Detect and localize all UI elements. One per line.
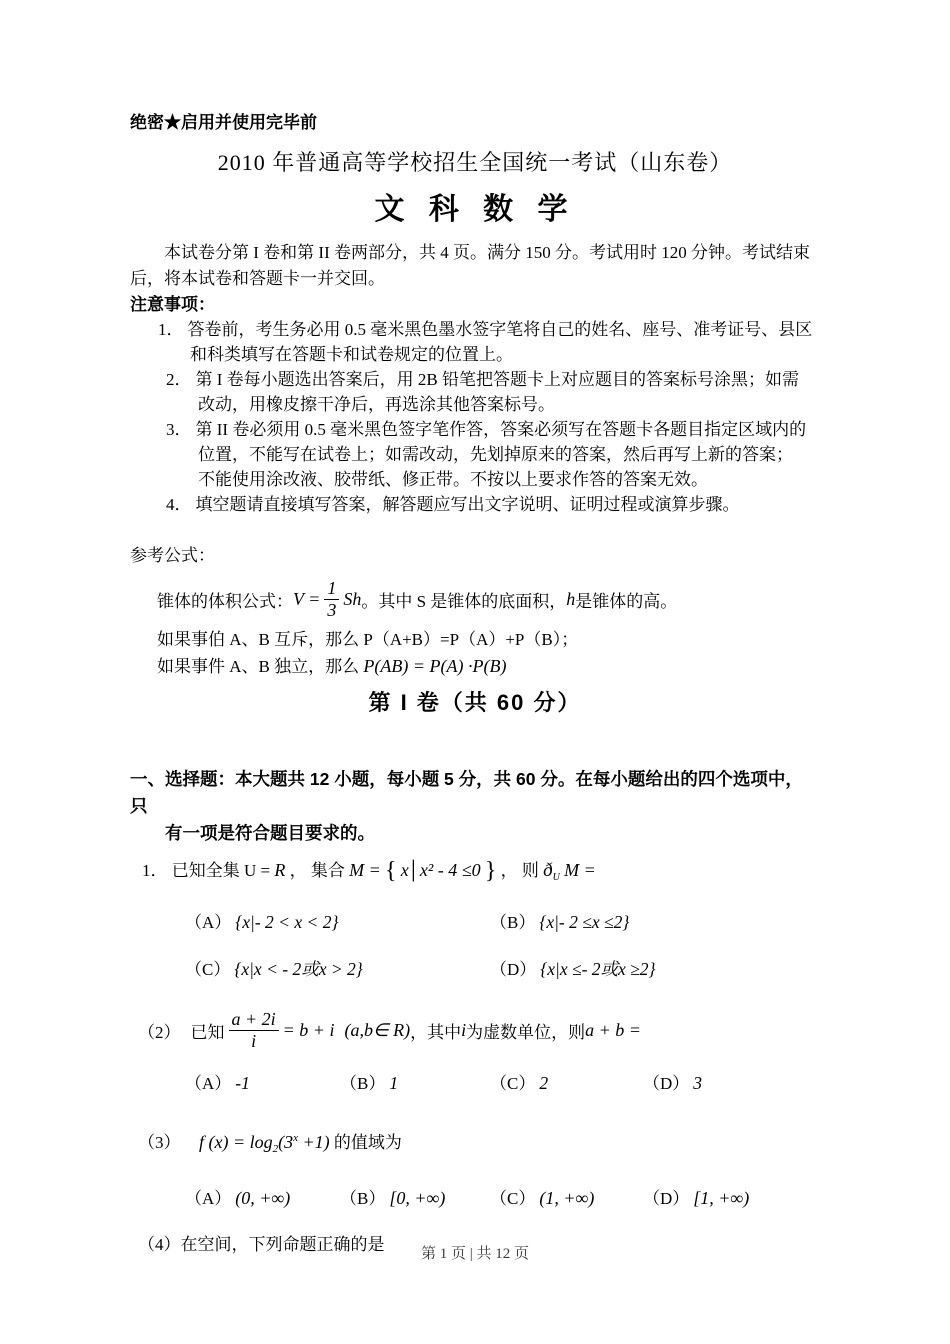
intro-line-1: 本试卷分第 I 卷和第 II 卷两部分，共 4 页。满分 150 分。考试用时 120 分钟。考试结束: [164, 243, 810, 262]
option-label: （B）: [340, 1074, 386, 1093]
question-text: ，其中: [410, 1022, 462, 1042]
notice-line: 和科类填写在答题卡和试卷规定的位置上。: [190, 345, 513, 364]
log-base-subscript: 2: [272, 1143, 279, 1155]
mutex-formula-line: 如果事伯 A、B 互斥，那么 P（A+B）=P（A）+P（B）；: [157, 630, 579, 649]
option-value: 3: [693, 1073, 703, 1093]
question-text: ， 则: [500, 861, 539, 880]
option-d: [643, 1069, 702, 1098]
notice-item-4: [130, 492, 820, 517]
option-value: 2: [539, 1073, 549, 1093]
notice-line: [166, 367, 820, 392]
notice-text: 填空题请直接填写答案，解答题应写出文字说明、证明过程或演算步骤。: [195, 495, 740, 514]
option-b: [490, 899, 629, 946]
part1-title: 第 I 卷（共 60 分）: [368, 690, 582, 715]
question-math: M =: [349, 860, 381, 880]
option-c: [490, 1069, 548, 1098]
question-math: f (x) = log: [199, 1132, 273, 1152]
question-number: 1．: [142, 861, 168, 880]
formula-math: P(AB) = P(A) ·P(B): [363, 656, 507, 676]
notice-text: 第 II 卷必须用 0.5 毫米黑色签字笔作答，答案必须写在答题卡各题目指定区域内的: [195, 420, 807, 439]
option-c: [490, 1180, 594, 1217]
option-value: [1, +∞): [693, 1188, 750, 1208]
intro-paragraph: [130, 240, 820, 292]
exam-title: 2010 年普通高等学校招生全国统一考试（山东卷）: [217, 150, 733, 175]
question-number: （3）: [138, 1133, 181, 1152]
question-math: +1): [298, 1132, 330, 1152]
independence-formula-line: [130, 653, 820, 680]
formula-text: 是锥体的高。: [575, 591, 678, 611]
formula-text: 。其中 S 是锥体的底面积，: [361, 591, 567, 611]
notice-line: 改动，用橡皮擦干净后，再选涂其他答案标号。: [198, 395, 555, 414]
formula-text: 如果事件 A、B 独立，那么: [157, 657, 360, 676]
option-value: -1: [235, 1073, 250, 1093]
instructions-line-1: 一、选择题：本大题共 12 小题，每小题 5 分，共 60 分。在每小题给出的四个选项中，只: [130, 769, 803, 816]
question-math: U =: [244, 861, 271, 880]
option-a: [185, 1180, 290, 1217]
set-expression: x│x² - 4 ≤0: [400, 860, 481, 880]
option-label: （A）: [185, 913, 232, 932]
multiple-choice-instructions: [130, 766, 820, 847]
option-value: (1, +∞): [539, 1188, 595, 1208]
notice-number: 3．: [166, 420, 192, 439]
question-math: i: [461, 1019, 467, 1040]
classification-marker: 绝密★启用并使用完毕前: [130, 113, 317, 132]
q2-options-row: [130, 1069, 820, 1097]
notice-line: 不能使用涂改液、胶带纸、修正带。不按以上要求作答的答案无效。: [198, 470, 708, 489]
option-d: [643, 1180, 749, 1217]
question-text: 的值域为: [333, 1133, 402, 1152]
q1-options-row-2: [130, 946, 820, 993]
question-text: 已知: [190, 1022, 225, 1042]
complement-subscript: U: [552, 872, 560, 883]
option-label: （D）: [490, 960, 537, 979]
fraction: [324, 578, 339, 620]
notice-line: [158, 317, 820, 342]
q1-options-row-1: [130, 899, 820, 946]
option-value: {x|x ≤- 2或x ≥2}: [540, 959, 656, 979]
formula-text: 锥体的体积公式：: [157, 591, 293, 611]
question-1: [130, 855, 820, 893]
option-label: （D）: [643, 1189, 690, 1208]
volume-formula-line: [130, 572, 820, 626]
instructions-line-2: 有一项是符合题目要求的。: [165, 823, 375, 843]
option-label: （B）: [340, 1189, 386, 1208]
question-text: 为虚数单位，则: [466, 1022, 586, 1042]
notice-number: 1．: [158, 320, 184, 339]
fraction-numerator: a + 2i: [229, 1009, 279, 1031]
formula-math: Sh: [343, 588, 362, 609]
option-value: (0, +∞): [235, 1188, 291, 1208]
fraction-denominator: i: [251, 1030, 257, 1051]
notice-number: 4．: [166, 495, 192, 514]
option-b: [340, 1069, 398, 1098]
notice-text: 第 I 卷每小题选出答案后，用 2B 铅笔把答题卡上对应题目的答案标号涂黑；如需: [195, 370, 799, 389]
question-text: ， 集合: [289, 861, 345, 880]
reference-formulas-title: 参考公式：: [130, 546, 215, 565]
question-math: a + b =: [585, 1019, 641, 1040]
question-math: (3: [278, 1132, 294, 1152]
question-math: R: [274, 860, 286, 880]
notice-line: [166, 417, 820, 442]
question-3: [130, 1123, 820, 1164]
option-b: [340, 1180, 445, 1217]
formula-math: V =: [293, 588, 321, 609]
notice-line: [166, 492, 820, 517]
fraction-numerator: 1: [324, 578, 339, 600]
notice-item-2: [130, 367, 820, 417]
notices-title: 注意事项：: [130, 295, 215, 314]
exponent-superscript: x: [293, 1132, 299, 1144]
notice-line: 位置，不能写在试卷上；如需改动，先划掉原来的答案，然后再写上新的答案；: [198, 445, 793, 464]
complement-symbol: ð: [543, 860, 553, 881]
notice-number: 2．: [166, 370, 192, 389]
question-text: 已知全集: [171, 861, 240, 880]
question-number: （2）: [138, 1022, 181, 1042]
option-c: [185, 946, 363, 993]
formula-math: h: [566, 588, 576, 609]
question-2: [130, 999, 820, 1061]
question-number: （4）: [138, 1235, 181, 1254]
notice-text: 答卷前，考生务必用 0.5 毫米黑色墨水签字笔将自己的姓名、座号、准考证号、县区: [187, 320, 813, 339]
question-math: (a,b∈ R): [344, 1019, 411, 1040]
subject-title: 文 科 数 学: [374, 193, 576, 226]
left-brace: {: [385, 858, 397, 884]
fraction: [229, 1009, 279, 1051]
intro-line-2: 后，将本试卷和答题卡一并交回。: [130, 269, 385, 288]
option-label: （C）: [185, 960, 231, 979]
question-math: = b + i: [282, 1019, 335, 1040]
fraction-denominator: 3: [327, 599, 337, 620]
option-label: （D）: [643, 1074, 690, 1093]
option-a: [185, 899, 338, 946]
option-a: [185, 1069, 250, 1098]
option-value: [0, +∞): [389, 1188, 446, 1208]
option-value: {x|x < - 2或x > 2}: [234, 959, 363, 979]
option-label: （C）: [490, 1074, 536, 1093]
option-label: （C）: [490, 1189, 536, 1208]
option-label: （A）: [185, 1189, 232, 1208]
option-value: 1: [389, 1073, 399, 1093]
page-footer: 第 1 页 | 共 12 页: [420, 1246, 529, 1262]
option-label: （B）: [490, 913, 536, 932]
q3-options-row: [130, 1180, 820, 1216]
question-text: 在空间，下列命题正确的是: [180, 1235, 385, 1254]
right-brace: }: [484, 858, 497, 884]
option-value: {x|- 2 < x < 2}: [235, 912, 339, 932]
notice-item-3: [130, 417, 820, 492]
notice-item-1: [130, 317, 820, 367]
question-math: M =: [564, 860, 596, 880]
option-d: [490, 946, 656, 993]
option-value: {x|- 2 ≤x ≤2}: [539, 912, 630, 932]
option-label: （A）: [185, 1074, 232, 1093]
